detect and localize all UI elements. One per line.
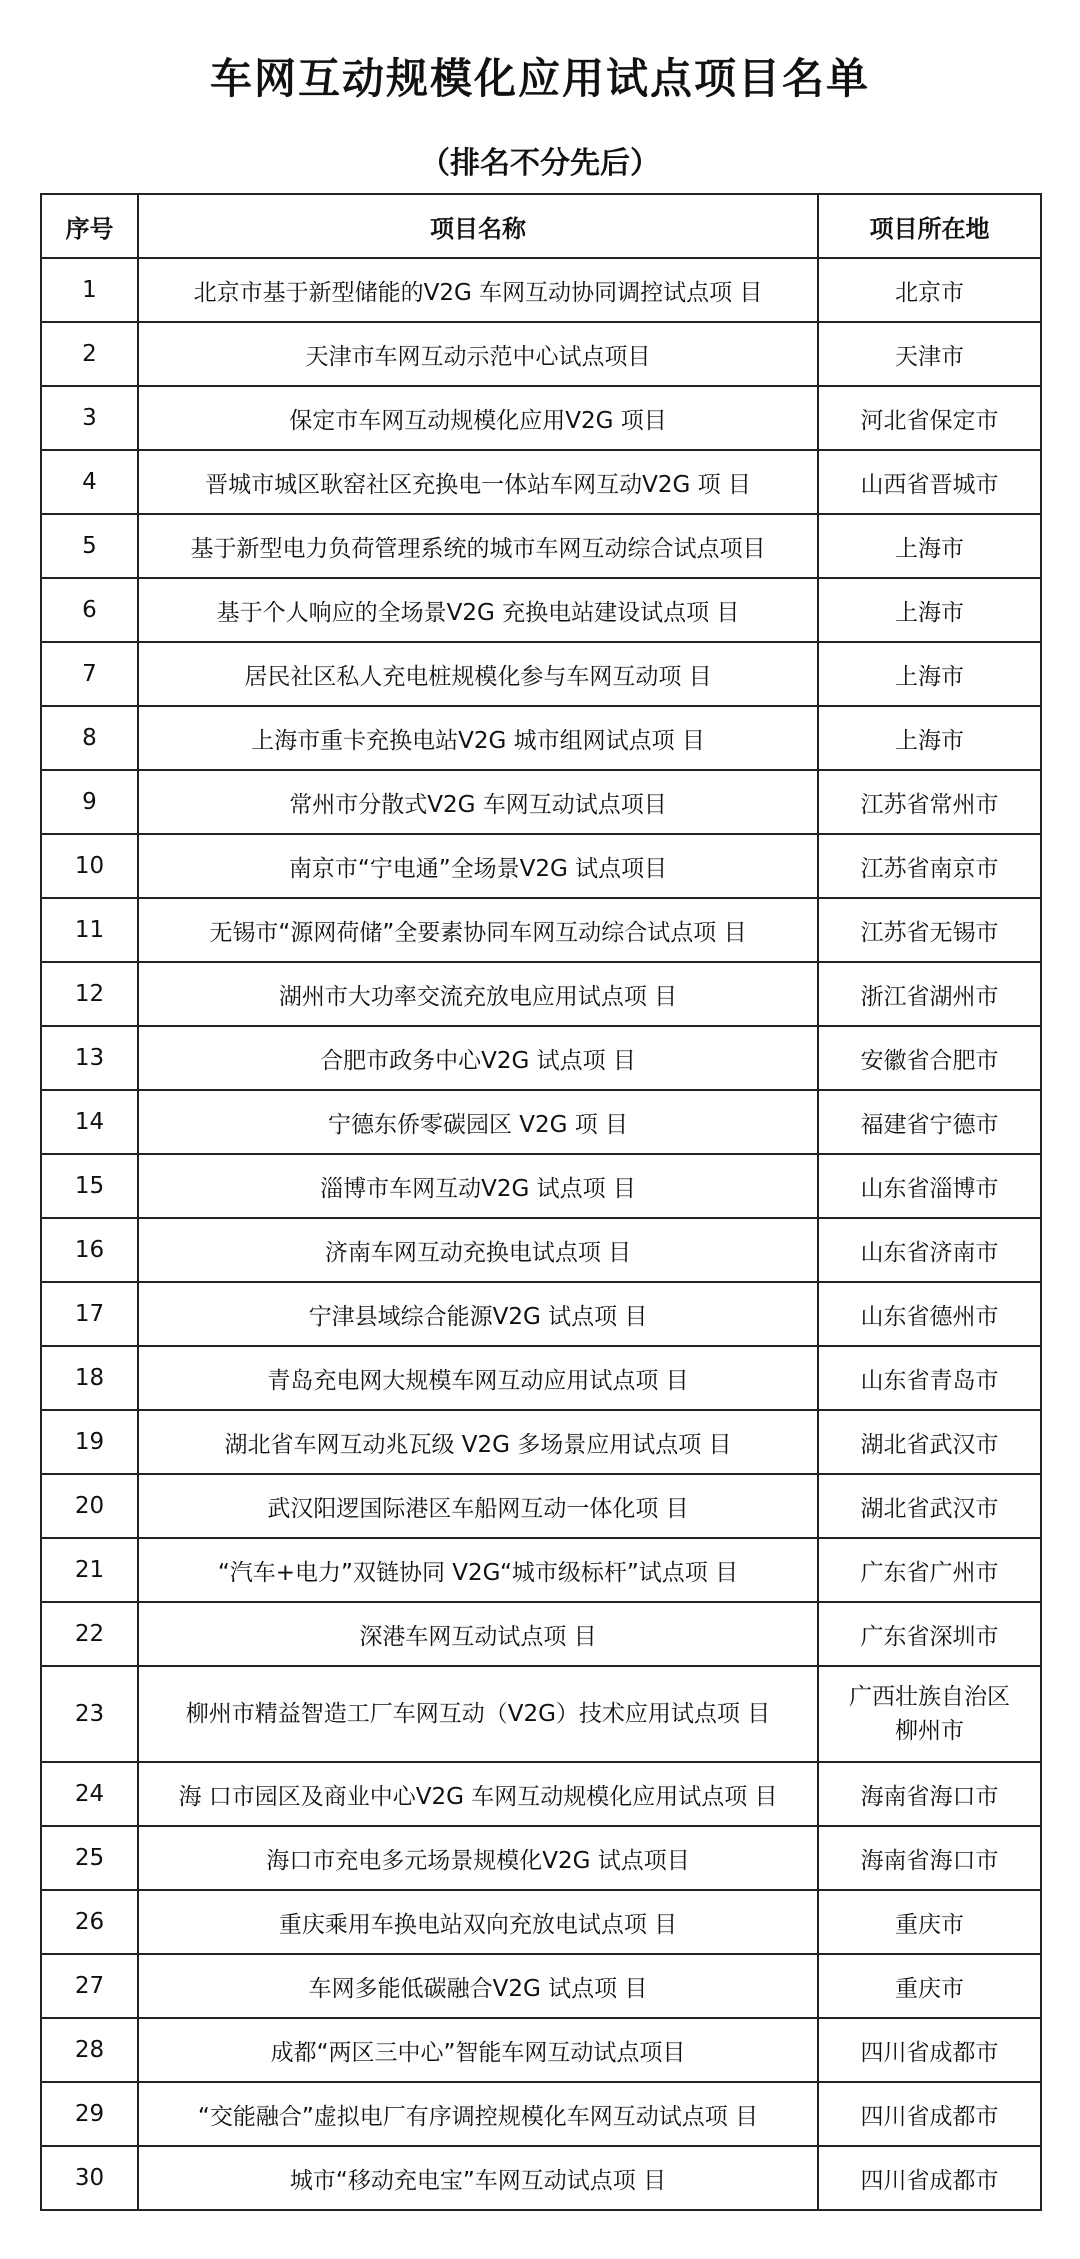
location-cell: 江苏省无锡市 [818,898,1041,962]
location-cell: 江苏省南京市 [818,834,1041,898]
project-name-cell: 居民社区私人充电桩规模化参与车网互动项 目 [138,642,818,706]
table-row [41,1954,1041,2018]
table-row [41,2018,1041,2082]
document-subtitle: （排名不分先后） [420,146,660,181]
table-row [41,386,1041,450]
project-name-cell: 宁德东侨零碳园区 V2G 项 目 [138,1090,818,1154]
table-row [41,258,1041,322]
project-name-cell: 武汉阳逻国际港区车船网互动一体化项 目 [138,1474,818,1538]
row-index: 22 [41,1602,138,1666]
location-cell: 北京市 [818,258,1041,322]
location-cell: 广西壮族自治区 柳州市 [818,1666,1041,1762]
table-row [41,706,1041,770]
project-name-cell: 无锡市“源网荷储”全要素协同车网互动综合试点项 目 [138,898,818,962]
row-index: 19 [41,1410,138,1474]
project-name-cell: 深港车网互动试点项 目 [138,1602,818,1666]
row-index: 10 [41,834,138,898]
row-index: 20 [41,1474,138,1538]
table-row [41,2146,1041,2210]
row-index: 25 [41,1826,138,1890]
row-index: 3 [41,386,138,450]
location-cell: 山西省晋城市 [818,450,1041,514]
project-name-cell: 海 口市园区及商业中心V2G 车网互动规模化应用试点项 目 [138,1762,818,1826]
row-index: 5 [41,514,138,578]
project-name-cell: 基于新型电力负荷管理系统的城市车网互动综合试点项目 [138,514,818,578]
row-index: 27 [41,1954,138,2018]
table-row [41,1474,1041,1538]
table-row [41,642,1041,706]
location-cell: 重庆市 [818,1890,1041,1954]
row-index: 28 [41,2018,138,2082]
table-row [41,1890,1041,1954]
location-cell: 山东省淄博市 [818,1154,1041,1218]
project-name-cell: 湖州市大功率交流充放电应用试点项 目 [138,962,818,1026]
project-name-cell: 海口市充电多元场景规模化V2G 试点项目 [138,1826,818,1890]
project-name-cell: “汽车+电力”双链协同 V2G“城市级标杆”试点项 目 [138,1538,818,1602]
row-index: 14 [41,1090,138,1154]
project-name-cell: 济南车网互动充换电试点项 目 [138,1218,818,1282]
table-row [41,322,1041,386]
location-cell: 天津市 [818,322,1041,386]
row-index: 24 [41,1762,138,1826]
project-name-cell: 青岛充电网大规模车网互动应用试点项 目 [138,1346,818,1410]
row-index: 17 [41,1282,138,1346]
location-cell: 江苏省常州市 [818,770,1041,834]
table-row [41,1666,1041,1762]
location-cell: 四川省成都市 [818,2018,1041,2082]
project-name-cell: 宁津县域综合能源V2G 试点项 目 [138,1282,818,1346]
project-name-cell: 重庆乘用车换电站双向充放电试点项 目 [138,1890,818,1954]
row-index: 30 [41,2146,138,2210]
table-row [41,578,1041,642]
header-project-name: 项目名称 [138,194,818,258]
location-cell: 上海市 [818,706,1041,770]
table-header-row [41,194,1041,258]
row-index: 6 [41,578,138,642]
project-name-cell: 北京市基于新型储能的V2G 车网互动协同调控试点项 目 [138,258,818,322]
header-index: 序号 [41,194,138,258]
location-cell: 广东省广州市 [818,1538,1041,1602]
project-name-cell: 淄博市车网互动V2G 试点项 目 [138,1154,818,1218]
location-cell: 福建省宁德市 [818,1090,1041,1154]
location-cell: 重庆市 [818,1954,1041,2018]
location-cell: 四川省成都市 [818,2146,1041,2210]
table-row [41,898,1041,962]
row-index: 21 [41,1538,138,1602]
table-row [41,1410,1041,1474]
table-row [41,514,1041,578]
project-name-cell: 天津市车网互动示范中心试点项目 [138,322,818,386]
row-index: 2 [41,322,138,386]
table-row [41,1346,1041,1410]
location-cell: 山东省青岛市 [818,1346,1041,1410]
table-row [41,1154,1041,1218]
location-cell: 四川省成都市 [818,2082,1041,2146]
project-name-cell: 保定市车网互动规模化应用V2G 项目 [138,386,818,450]
location-cell: 广东省深圳市 [818,1602,1041,1666]
location-cell: 浙江省湖州市 [818,962,1041,1026]
row-index: 13 [41,1026,138,1090]
row-index: 8 [41,706,138,770]
table-row [41,2082,1041,2146]
location-cell: 山东省济南市 [818,1218,1041,1282]
project-name-cell: 城市“移动充电宝”车网互动试点项 目 [138,2146,818,2210]
project-name-cell: “交能融合”虚拟电厂有序调控规模化车网互动试点项 目 [138,2082,818,2146]
table-row [41,1826,1041,1890]
location-cell: 安徽省合肥市 [818,1026,1041,1090]
project-name-cell: 成都“两区三中心”智能车网互动试点项目 [138,2018,818,2082]
project-name-cell: 上海市重卡充换电站V2G 城市组网试点项 目 [138,706,818,770]
row-index: 4 [41,450,138,514]
location-cell: 海南省海口市 [818,1762,1041,1826]
location-cell: 上海市 [818,514,1041,578]
header-location: 项目所在地 [818,194,1041,258]
row-index: 1 [41,258,138,322]
location-cell: 上海市 [818,578,1041,642]
document-title: 车网互动规模化应用试点项目名单 [209,54,870,103]
row-index: 23 [41,1666,138,1762]
project-name-cell: 车网多能低碳融合V2G 试点项 目 [138,1954,818,2018]
row-index: 9 [41,770,138,834]
row-index: 12 [41,962,138,1026]
table-row [41,1602,1041,1666]
table-row [41,1090,1041,1154]
project-list-table [40,193,1042,2211]
row-index: 7 [41,642,138,706]
table-row [41,1538,1041,1602]
row-index: 18 [41,1346,138,1410]
row-index: 26 [41,1890,138,1954]
project-name-cell: 柳州市精益智造工厂车网互动（V2G）技术应用试点项 目 [138,1666,818,1762]
location-cell: 河北省保定市 [818,386,1041,450]
table-row [41,450,1041,514]
table-row [41,1218,1041,1282]
row-index: 29 [41,2082,138,2146]
table-row [41,1762,1041,1826]
project-name-cell: 南京市“宁电通”全场景V2G 试点项目 [138,834,818,898]
table-row [41,1026,1041,1090]
location-cell: 海南省海口市 [818,1826,1041,1890]
row-index: 16 [41,1218,138,1282]
project-name-cell: 常州市分散式V2G 车网互动试点项目 [138,770,818,834]
row-index: 15 [41,1154,138,1218]
table-row [41,1282,1041,1346]
location-cell: 上海市 [818,642,1041,706]
project-name-cell: 湖北省车网互动兆瓦级 V2G 多场景应用试点项 目 [138,1410,818,1474]
row-index: 11 [41,898,138,962]
location-cell: 湖北省武汉市 [818,1474,1041,1538]
location-cell: 山东省德州市 [818,1282,1041,1346]
project-name-cell: 晋城市城区耿窑社区充换电一体站车网互动V2G 项 目 [138,450,818,514]
project-name-cell: 合肥市政务中心V2G 试点项 目 [138,1026,818,1090]
table-row [41,962,1041,1026]
project-name-cell: 基于个人响应的全场景V2G 充换电站建设试点项 目 [138,578,818,642]
table-row [41,770,1041,834]
table-row [41,834,1041,898]
location-cell: 湖北省武汉市 [818,1410,1041,1474]
